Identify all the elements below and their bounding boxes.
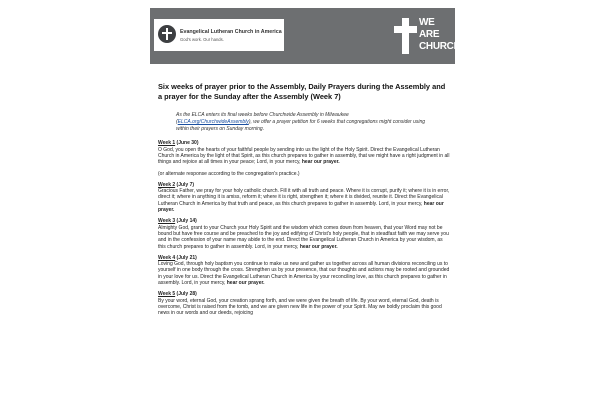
week-date: (July 21) bbox=[176, 254, 197, 261]
week-heading: Week 3 bbox=[158, 218, 176, 225]
week-heading: Week 1 bbox=[158, 140, 176, 147]
brand-text: WE ARE CHURCH bbox=[419, 17, 461, 52]
cross-icon bbox=[402, 18, 409, 54]
week-date: (July 7) bbox=[176, 181, 195, 188]
week-5-prayer bbox=[158, 291, 450, 316]
week-4-prayer bbox=[158, 255, 450, 286]
week-2-prayer bbox=[158, 182, 450, 213]
elca-seal-icon bbox=[158, 25, 176, 43]
week-1-prayer bbox=[158, 140, 450, 165]
elca-logo[interactable] bbox=[154, 19, 284, 51]
we-are-church-logo bbox=[390, 14, 461, 58]
prayer-text: By your word, eternal God, your creation sprang forth, and we were given the breath of life. By your word, eternal God, death is overcome, Christ is raised from the tomb, and we are given new life in the power of your Spirit. May we boldly proclaim this good news in our words and our deeds, rejoicing bbox=[158, 297, 442, 317]
week-heading: Week 4 bbox=[158, 254, 176, 261]
document-page bbox=[150, 8, 461, 400]
prayer-response: hear our prayer. bbox=[226, 280, 265, 287]
prayer-text: Almighty God, grant to your Church your Holy Spirit and the wisdom which comes down from heaven, that your Word may not be bound but have free course and be preached to the joy and edifying of Christ's holy people, that in steadfast faith we may serve you and in the confession of your name may abide to the end. Direct the Evangelical Lutheran Church in America by your wisdom, as this church prepares to gather in assembly. Lord, in your mercy, bbox=[158, 224, 449, 250]
prayer-text: Gracious Father, we pray for your holy catholic church. Fill it with all truth and peace. Where it is corrupt, purify it; where it is in error, direct it; where in anything it is amiss, reform it; where it is right, strengthen it; where it is divided, reunite it. Direct the Evangelical Lutheran Church in America by that truth and peace, as this church prepares to gather in assembly. Lord, in your mercy, bbox=[158, 188, 450, 207]
week-heading: Week 5 bbox=[158, 291, 176, 298]
prayer-response: hear our prayer. bbox=[299, 243, 338, 250]
prayer-text: O God, you open the hearts of your faithful people by sending into us the light of the Holy Spirit. Direct the Evangelical Lutheran Church in America by the light of that Spirit, as this church prepares to gather in assembly, that we might have a right judgment in all things and rejoice at all times in your peace; Lord, in your mercy, bbox=[158, 146, 450, 166]
prayer-text: Loving God, through holy baptism you continue to make us new and gather us together across all human divisions reconciling us to yourself in one body through the cross. Strengthen us by your presence, that our thoughts and actions may be rooted and grounded in your love for us. Direct the Evangelical Lutheran Church in America by your reconciling love, as this church prepares to gather in assembly. Lord, in your mercy, bbox=[158, 261, 450, 287]
document-title: Six weeks of prayer prior to the Assembly, Daily Prayers during the Assembly and a prayer for the Sunday after the Assembly (Week 7) bbox=[158, 82, 446, 101]
prayer-response: hear our prayer. bbox=[301, 159, 340, 166]
week-date: (July 14) bbox=[176, 218, 197, 225]
org-tagline: God's work. Our hands. bbox=[180, 37, 224, 42]
week-heading: Week 2 bbox=[158, 181, 176, 188]
prayer-response: hear our prayer. bbox=[158, 200, 444, 214]
week-3-prayer bbox=[158, 218, 450, 249]
org-name: Evangelical Lutheran Church in America bbox=[180, 29, 282, 35]
intro-paragraph: As the ELCA enters its final weeks before Churchwide Assembly in Milwaukee (ELCA.org/ChurchwideAssembly), we offer a prayer petition for 6 weeks that congregations might consider using within their prayers on Sunday morning. bbox=[176, 112, 426, 132]
alternate-response-note: (or alternate response according to the congregation's practice.) bbox=[158, 170, 300, 177]
header-banner bbox=[150, 8, 461, 64]
document-content bbox=[158, 82, 450, 322]
week-date: (June 30) bbox=[176, 140, 199, 147]
week-date: (July 28) bbox=[176, 291, 197, 298]
assembly-link[interactable]: ELCA.org/ChurchwideAssembly bbox=[177, 118, 249, 125]
